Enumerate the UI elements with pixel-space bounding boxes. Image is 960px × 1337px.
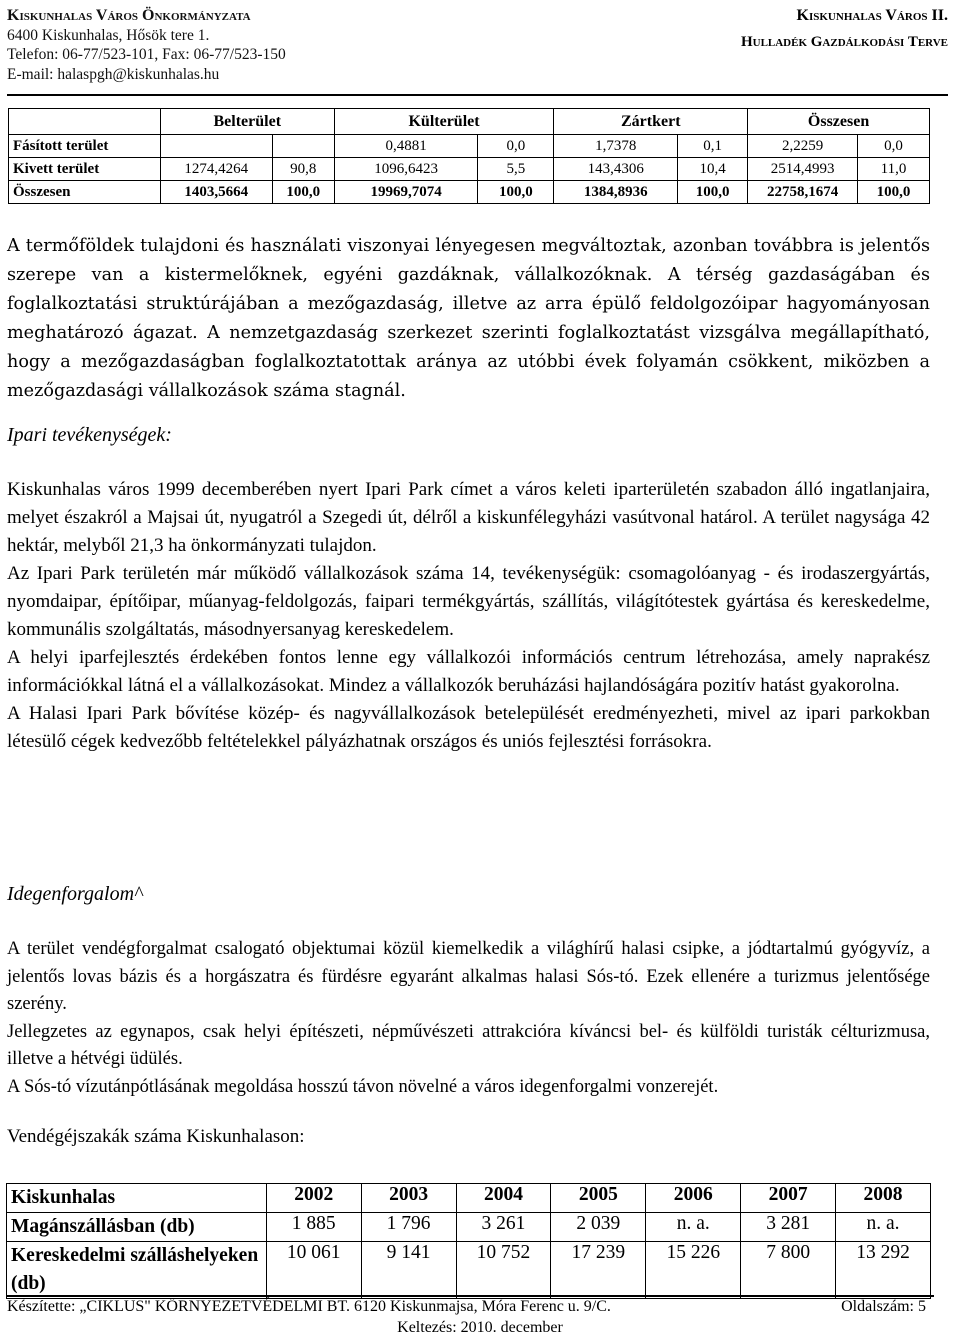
tourism-paragraph: Jellegzetes az egynapos, csak helyi építészeti, népművészeti attrakcióra kíváncsi bel- és külföldi turisták célturizmusa, illetve a hétvégi üdülés. — [7, 1021, 930, 1069]
row-label: Összesen — [9, 181, 161, 204]
org-name: Kiskunhalas Város Önkormányzata — [7, 7, 251, 24]
row-label: Magánszállásban (db) — [7, 1213, 267, 1242]
table-cell: 2 039 — [551, 1213, 646, 1242]
row-label: Fásított terület — [9, 135, 161, 158]
table-cell: 0,1 — [678, 135, 748, 158]
table-cell: 100,0 — [858, 181, 930, 204]
table-cell: 7 800 — [741, 1242, 836, 1299]
footer-divider — [7, 1295, 934, 1297]
table-header-row — [7, 1184, 931, 1213]
table-cell: 90,8 — [272, 158, 334, 181]
table-cell: 9 141 — [361, 1242, 456, 1299]
industry-paragraph: Kiskunhalas város 1999 decemberében nyert Ipari Park címet a város keleti iparterületén szabadon álló ingatlanjaira, melyet északról a Majsai út, nyugatról a Szegedi út, délről a kiskunfélegyházi vasútvonal határol. A terület nagysága 42 hektár, melyből 21,3 ha önkormányzati tulajdon. — [7, 479, 930, 556]
tourism-paragraph: A Sós-tó vízutánpótlásának megoldása hosszú távon növelné a város idegenforgalmi vonzerejét. — [7, 1076, 719, 1097]
table-row — [7, 1213, 931, 1242]
column-header: Belterület — [160, 109, 334, 135]
table-cell: 19969,7074 — [334, 181, 478, 204]
table-header-row — [9, 109, 930, 135]
table-cell: 15 226 — [646, 1242, 741, 1299]
table-cell: 100,0 — [678, 181, 748, 204]
table-cell — [272, 135, 334, 158]
year-header: 2002 — [266, 1184, 361, 1213]
table-cell: 2514,4993 — [748, 158, 858, 181]
table-total-row — [9, 181, 930, 204]
page-label: Oldalszám: — [841, 1298, 914, 1315]
table-cell: 1403,5664 — [160, 181, 272, 204]
page-number: 5 — [918, 1298, 926, 1315]
table-cell: 3 261 — [456, 1213, 551, 1242]
table-cell: 143,4306 — [554, 158, 678, 181]
table-row — [9, 158, 930, 181]
column-header: Zártkert — [554, 109, 748, 135]
table-cell: 10 752 — [456, 1242, 551, 1299]
table-cell: 2,2259 — [748, 135, 858, 158]
column-header: Összesen — [748, 109, 930, 135]
year-header: 2003 — [361, 1184, 456, 1213]
table-cell: 17 239 — [551, 1242, 646, 1299]
header-divider — [7, 94, 948, 96]
header-contact-block — [7, 6, 286, 84]
table-cell: 0,0 — [478, 135, 554, 158]
year-header: 2005 — [551, 1184, 646, 1213]
row-label: Kivett terület — [9, 158, 161, 181]
row-label: Kiskunhalas — [7, 1184, 267, 1213]
org-email[interactable]: E-mail: halaspgh@kiskunhalas.hu — [7, 65, 220, 83]
industry-paragraph: A Halasi Ipari Park bővítése közép- és nagyvállalkozások betelepülését eredményezheti, mivel az ipari parkokban létesülő cégek kedvezőbb feltételekkel pályázhatnak országos és uniós fejlesztési forrásokra. — [7, 703, 930, 752]
year-header: 2008 — [836, 1184, 931, 1213]
table-cell: 10 061 — [266, 1242, 361, 1299]
table-cell: n. a. — [646, 1213, 741, 1242]
industry-section — [7, 476, 930, 756]
industry-paragraph: A helyi iparfejlesztés érdekében fontos lenne egy vállalkozói információs centrum létrehozása, amely naprakész információkkal látná el a vállalkozásokat. Mindez a vállalkozók beruházási hajlandóságára pozitív hatást gyakorolna. — [7, 647, 930, 696]
table-cell: 1 796 — [361, 1213, 456, 1242]
table-row — [9, 135, 930, 158]
footer-author: Készítette: „CIKLUS" KÖRNYEZETVÉDELMI BT. 6120 Kiskunmajsa, Móra Ferenc u. 9/C. — [7, 1298, 611, 1315]
column-header: Külterület — [334, 109, 554, 135]
year-header: 2006 — [646, 1184, 741, 1213]
guest-nights-table — [6, 1183, 931, 1299]
table-corner-cell — [9, 109, 161, 135]
table-cell: 13 292 — [836, 1242, 931, 1299]
table-cell: 5,5 — [478, 158, 554, 181]
year-header: 2004 — [456, 1184, 551, 1213]
table-cell: 1,7378 — [554, 135, 678, 158]
table-cell: 0,0 — [858, 135, 930, 158]
table-cell: 1384,8936 — [554, 181, 678, 204]
section-heading-tourism: Idegenforgalom^ — [7, 883, 143, 905]
table-cell: 1 885 — [266, 1213, 361, 1242]
section-heading-industry: Ipari tevékenységek: — [7, 424, 172, 446]
tourism-section — [7, 936, 930, 1101]
org-phone: Telefon: 06-77/523-101, Fax: 06-77/523-150 — [7, 46, 286, 63]
table-cell: 100,0 — [272, 181, 334, 204]
table-cell: n. a. — [836, 1213, 931, 1242]
org-address: 6400 Kiskunhalas, Hősök tere 1. — [7, 26, 210, 44]
land-area-table — [8, 108, 930, 204]
footer-date: Keltezés: 2010. december — [397, 1319, 563, 1336]
table-cell: 22758,1674 — [748, 181, 858, 204]
doc-subtitle: Hulladék Gazdálkodási Terve — [740, 34, 948, 50]
table-cell — [160, 135, 272, 158]
table-row — [7, 1242, 931, 1299]
header-doc-title-block — [741, 6, 948, 52]
table-cell: 3 281 — [741, 1213, 836, 1242]
table-cell: 0,4881 — [334, 135, 478, 158]
table-cell: 1096,6423 — [334, 158, 478, 181]
doc-title: Kiskunhalas Város II. — [796, 7, 948, 24]
table-cell: 100,0 — [478, 181, 554, 204]
year-header: 2007 — [741, 1184, 836, 1213]
tourism-paragraph: A terület vendégforgalmat csalogató objektumai közül kiemelkedik a világhírű halasi csipke, a jódtartalmú gyógyvíz, a jelentős lovas bázis és a horgászatra és fürdésre egyaránt alkalmas halasi Sós-tó. Ezek ellenére a turizmus jelentősége szerény. — [7, 939, 930, 1014]
table-cell: 1274,4264 — [160, 158, 272, 181]
table-cell: 11,0 — [858, 158, 930, 181]
page-header — [7, 6, 948, 96]
industry-paragraph: Az Ipari Park területén már működő vállalkozások száma 14, tevékenységük: csomagolóanyag - és irodaszergyártás, nyomdaipar, építőipar, műanyag-feldolgozás, faipari termékgyártás, szállítás, világítótestek gyártása és kereskedelme, kommunális szolgáltatás, másodnyersanyag kereskedelem. — [7, 563, 930, 640]
footer-page-number-block — [841, 1298, 926, 1316]
row-label: Kereskedelmi szálláshelyeken (db) — [7, 1242, 267, 1299]
section-heading-guest-nights: Vendégéjszakák száma Kiskunhalason: — [7, 1126, 305, 1147]
agriculture-paragraph: A termőföldek tulajdoni és használati viszonyai lényegesen megváltoztak, azonban továbbra is jelentős szerepe van a kistermelőknek, egyéni gazdáknak, vállalkozóknak. A térség gazdaságában és foglalkoztatási struktúrájában a mezőgazdaság, illetve az arra épülő feldolgozóipar hagyományosan meghatározó ágazat. A nemzetgazdaság szerkezet szerinti foglalkoztatást vizsgálva megállapítható, hogy a mezőgazdaságban foglalkoztatottak aránya az utóbbi évek folyamán csökkent, miközben a mezőgazdasági vállalkozások száma stagnál. — [7, 236, 930, 401]
table-cell: 10,4 — [678, 158, 748, 181]
